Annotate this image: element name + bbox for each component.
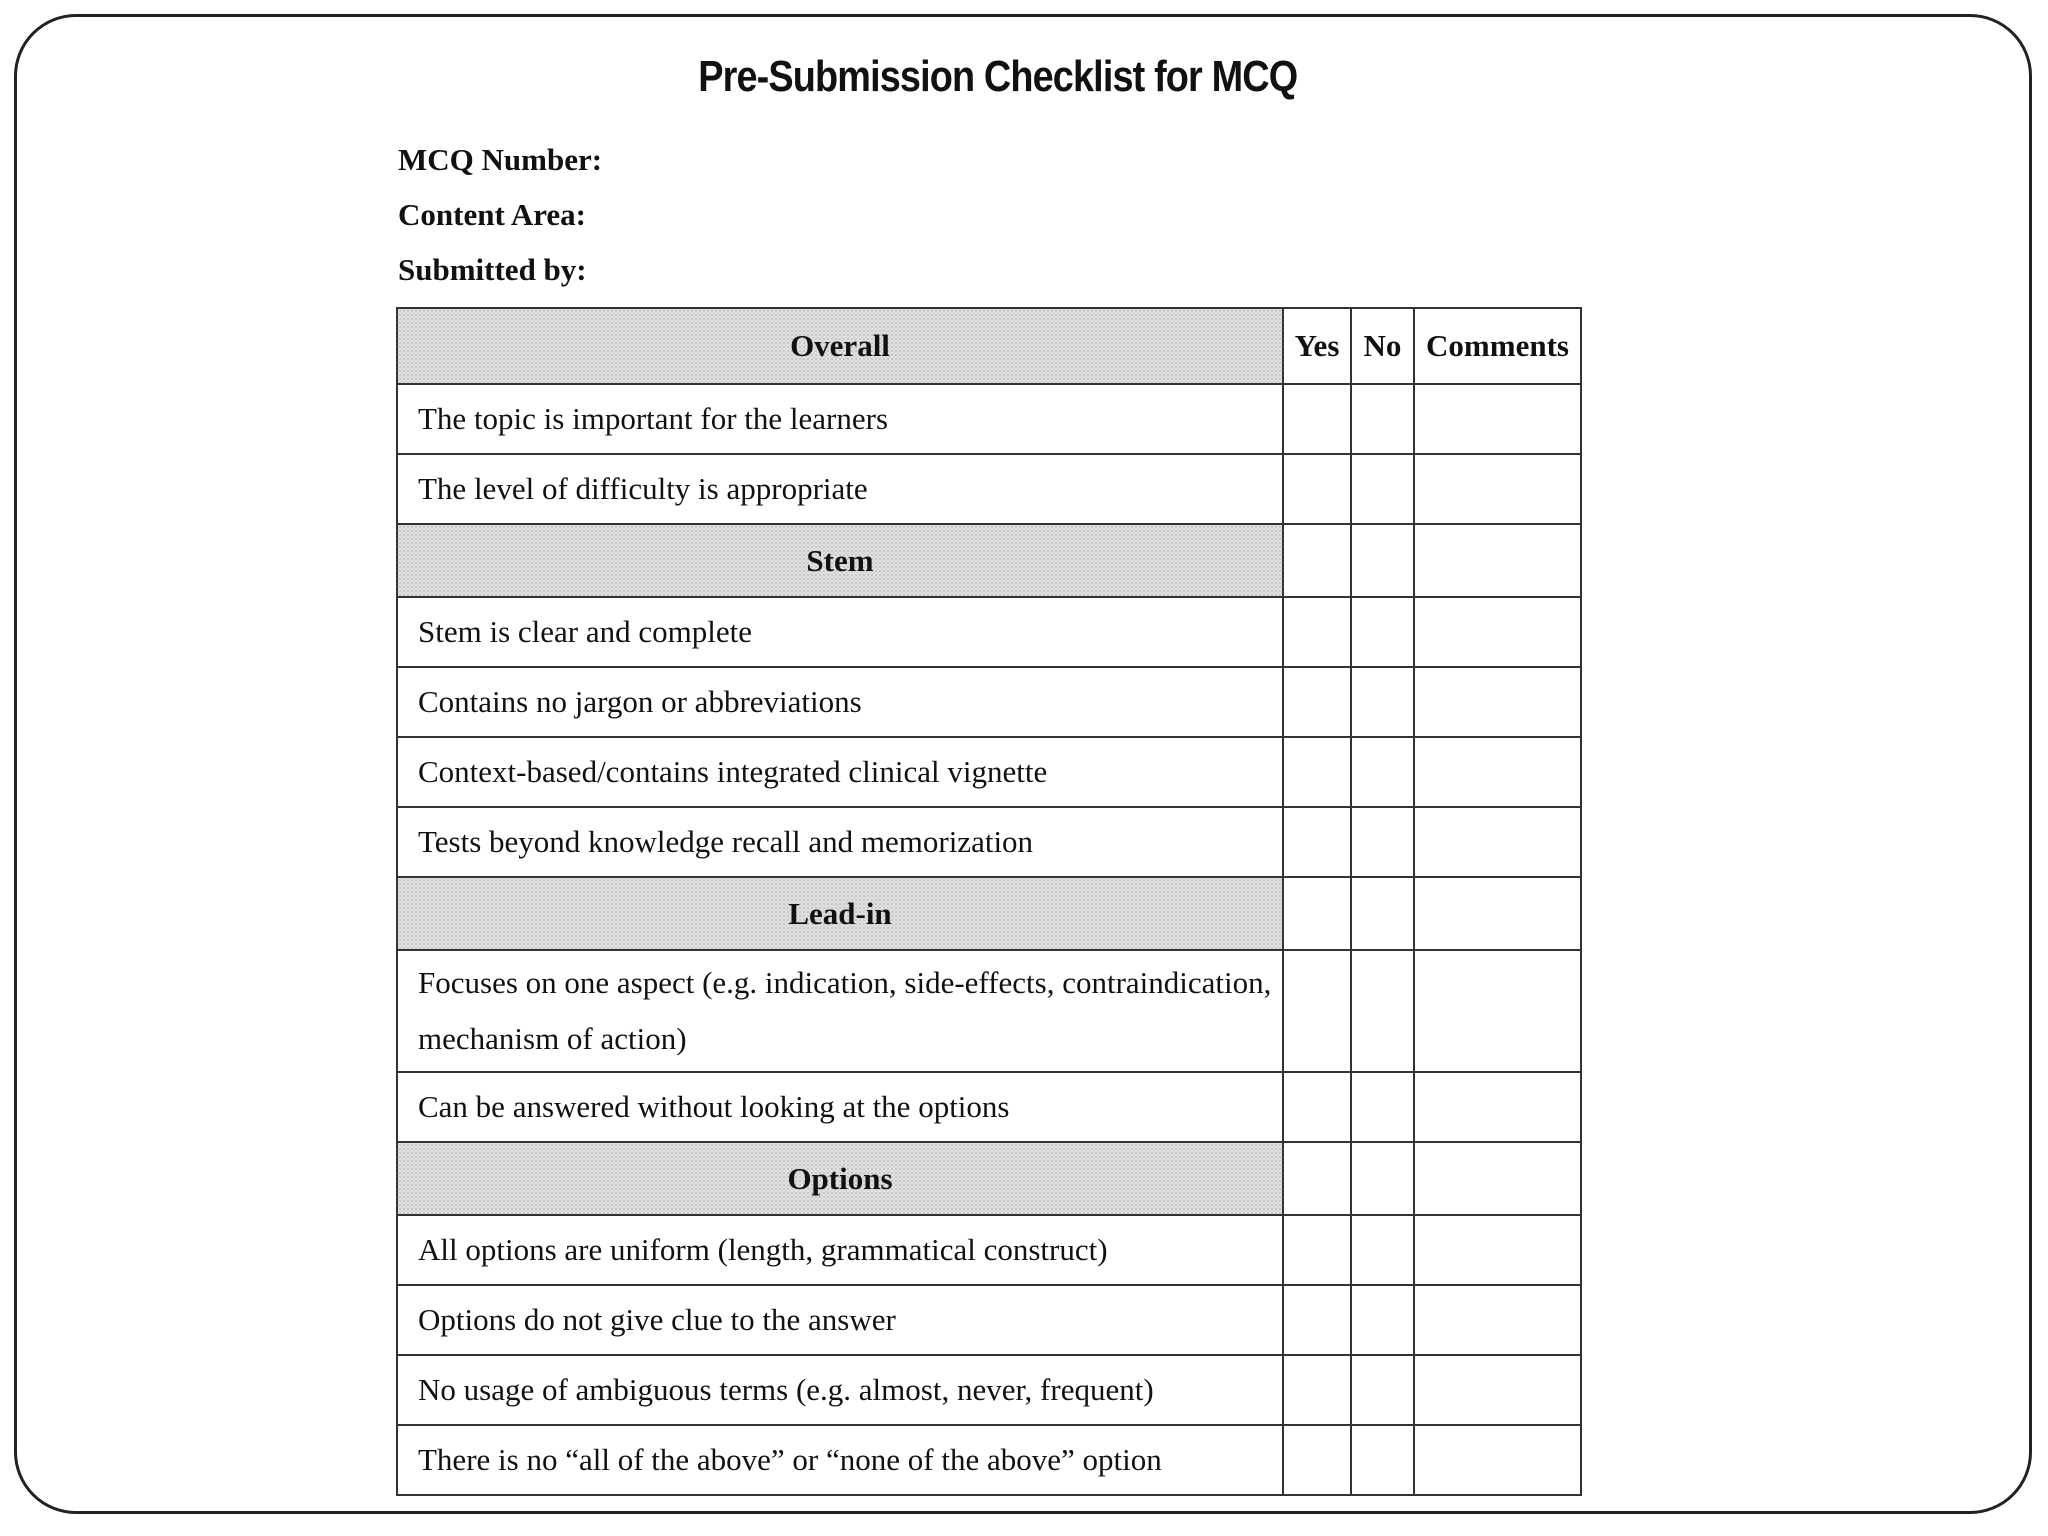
column-header-no: No: [1351, 308, 1414, 384]
yes-checkbox-cell[interactable]: [1283, 384, 1351, 454]
comments-cell[interactable]: [1414, 1215, 1581, 1285]
table-row: [397, 950, 1581, 1072]
meta-fields: [398, 140, 602, 305]
table-row: [397, 384, 1581, 454]
column-header-comments: Comments: [1414, 308, 1581, 384]
yes-checkbox-cell: [1283, 877, 1351, 950]
checklist-item: Options do not give clue to the answer: [397, 1285, 1283, 1355]
comments-cell[interactable]: [1414, 667, 1581, 737]
section-title-stem: Stem: [397, 524, 1283, 597]
comments-cell[interactable]: [1414, 950, 1581, 1072]
yes-checkbox-cell[interactable]: [1283, 1285, 1351, 1355]
yes-checkbox-cell[interactable]: [1283, 454, 1351, 524]
no-checkbox-cell[interactable]: [1351, 454, 1414, 524]
comments-cell[interactable]: [1414, 1355, 1581, 1425]
checklist-item: All options are uniform (length, grammatical construct): [397, 1215, 1283, 1285]
no-checkbox-cell[interactable]: [1351, 667, 1414, 737]
yes-checkbox-cell[interactable]: [1283, 667, 1351, 737]
no-checkbox-cell[interactable]: [1351, 597, 1414, 667]
checklist-item: No usage of ambiguous terms (e.g. almost, never, frequent): [397, 1355, 1283, 1425]
no-checkbox-cell[interactable]: [1351, 737, 1414, 807]
table-row: [397, 1355, 1581, 1425]
comments-cell[interactable]: [1414, 384, 1581, 454]
comments-cell[interactable]: [1414, 597, 1581, 667]
comments-cell[interactable]: [1414, 1072, 1581, 1142]
checklist-table: [396, 307, 1582, 1496]
section-row: [397, 524, 1581, 597]
table-row: [397, 1215, 1581, 1285]
yes-checkbox-cell: [1283, 1142, 1351, 1215]
yes-checkbox-cell: [1283, 524, 1351, 597]
yes-checkbox-cell[interactable]: [1283, 737, 1351, 807]
no-checkbox-cell: [1351, 524, 1414, 597]
section-header-row: [397, 308, 1581, 384]
no-checkbox-cell[interactable]: [1351, 1355, 1414, 1425]
checklist-item: Stem is clear and complete: [397, 597, 1283, 667]
page-title: Pre-Submission Checklist for MCQ: [698, 52, 1298, 101]
submitted-by-label: Submitted by:: [398, 252, 587, 287]
no-checkbox-cell: [1351, 1142, 1414, 1215]
section-title-overall: Overall: [397, 308, 1283, 384]
table-row: [397, 1285, 1581, 1355]
no-checkbox-cell[interactable]: [1351, 1425, 1414, 1495]
comments-cell[interactable]: [1414, 737, 1581, 807]
table-row: [397, 667, 1581, 737]
no-checkbox-cell[interactable]: [1351, 950, 1414, 1072]
table-row: [397, 597, 1581, 667]
checklist-item: The level of difficulty is appropriate: [397, 454, 1283, 524]
no-checkbox-cell[interactable]: [1351, 807, 1414, 877]
table-row: [397, 1425, 1581, 1495]
table-row: [397, 1072, 1581, 1142]
section-title-lead-in: Lead-in: [397, 877, 1283, 950]
yes-checkbox-cell[interactable]: [1283, 597, 1351, 667]
table-row: [397, 737, 1581, 807]
section-title-options: Options: [397, 1142, 1283, 1215]
yes-checkbox-cell[interactable]: [1283, 1215, 1351, 1285]
no-checkbox-cell[interactable]: [1351, 384, 1414, 454]
no-checkbox-cell[interactable]: [1351, 1072, 1414, 1142]
column-header-yes: Yes: [1283, 308, 1351, 384]
content-area-label: Content Area:: [398, 197, 586, 232]
comments-cell[interactable]: [1414, 1285, 1581, 1355]
section-row: [397, 877, 1581, 950]
table-row: [397, 807, 1581, 877]
yes-checkbox-cell[interactable]: [1283, 807, 1351, 877]
checklist-item: Context-based/contains integrated clinical vignette: [397, 737, 1283, 807]
comments-cell: [1414, 524, 1581, 597]
no-checkbox-cell[interactable]: [1351, 1215, 1414, 1285]
checklist-item: There is no “all of the above” or “none of the above” option: [397, 1425, 1283, 1495]
comments-cell[interactable]: [1414, 1425, 1581, 1495]
yes-checkbox-cell[interactable]: [1283, 1425, 1351, 1495]
comments-cell: [1414, 1142, 1581, 1215]
section-row: [397, 1142, 1581, 1215]
comments-cell[interactable]: [1414, 807, 1581, 877]
checklist-item: Contains no jargon or abbreviations: [397, 667, 1283, 737]
yes-checkbox-cell[interactable]: [1283, 950, 1351, 1072]
checklist-item: The topic is important for the learners: [397, 384, 1283, 454]
no-checkbox-cell: [1351, 877, 1414, 950]
no-checkbox-cell[interactable]: [1351, 1285, 1414, 1355]
checklist-item: Can be answered without looking at the options: [397, 1072, 1283, 1142]
comments-cell: [1414, 877, 1581, 950]
table-row: [397, 454, 1581, 524]
mcq-number-label: MCQ Number:: [398, 142, 603, 177]
comments-cell[interactable]: [1414, 454, 1581, 524]
checklist-item: Focuses on one aspect (e.g. indication, side-effects, contraindication, mechanism of action): [397, 950, 1283, 1072]
yes-checkbox-cell[interactable]: [1283, 1355, 1351, 1425]
yes-checkbox-cell[interactable]: [1283, 1072, 1351, 1142]
checklist-item: Tests beyond knowledge recall and memorization: [397, 807, 1283, 877]
